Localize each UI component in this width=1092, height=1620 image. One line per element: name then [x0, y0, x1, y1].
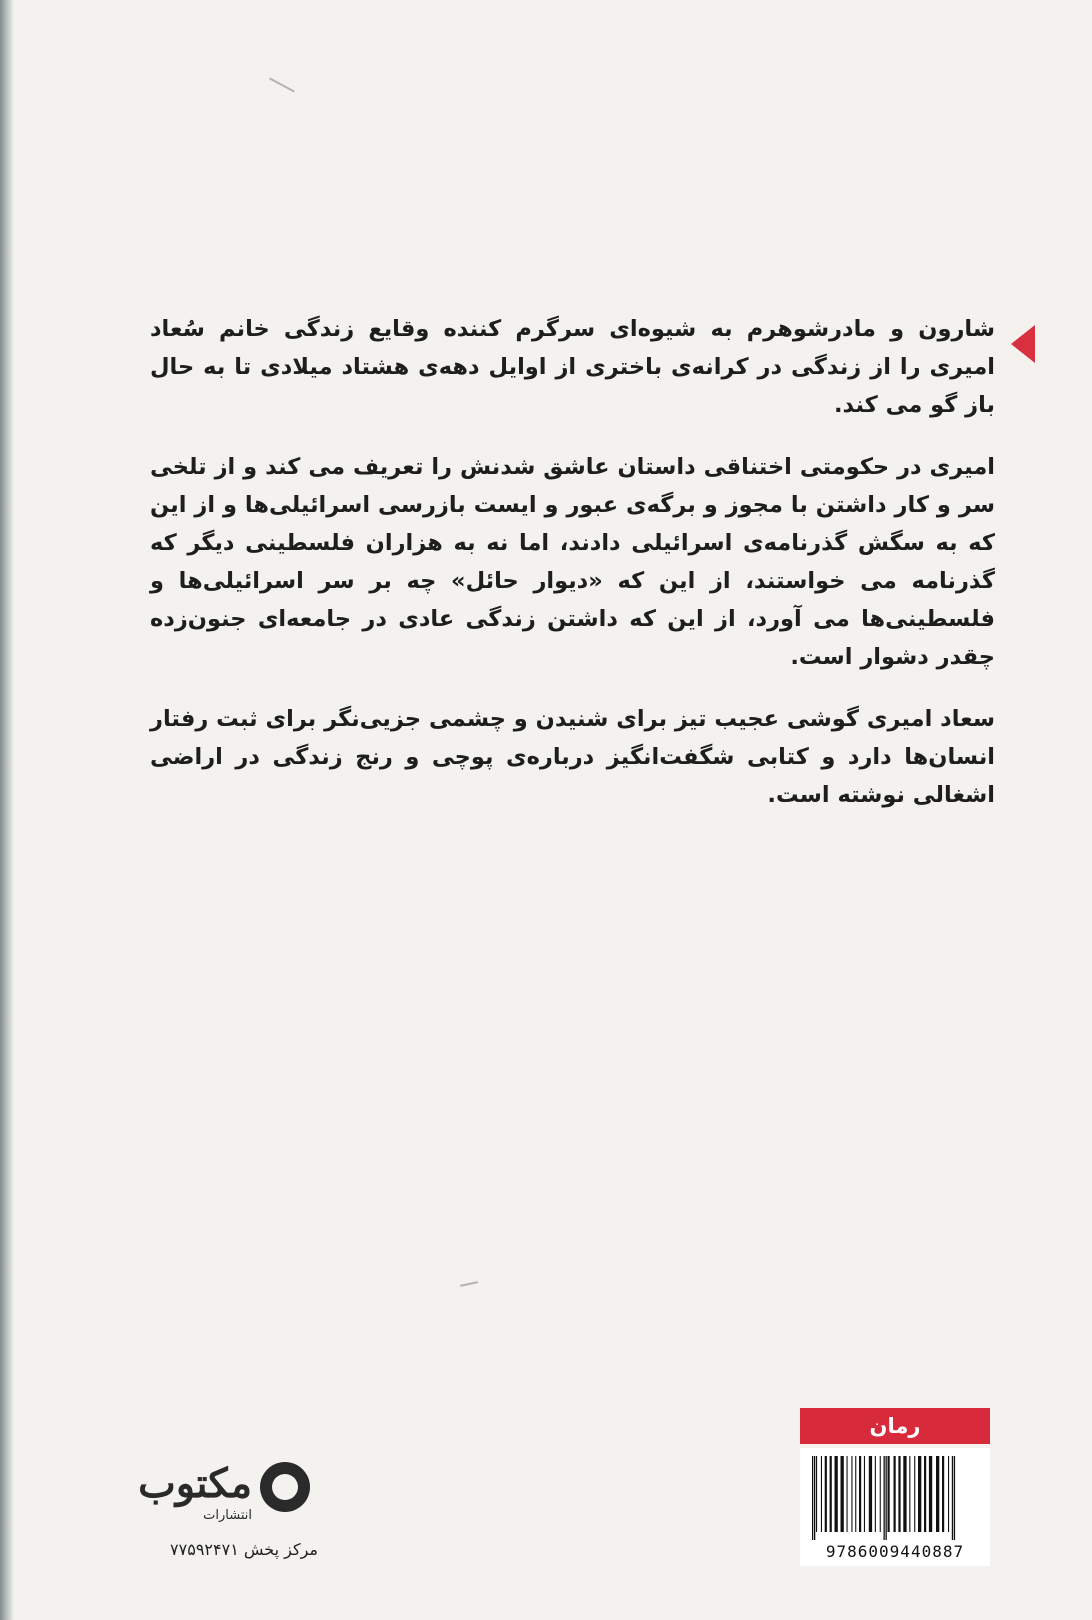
barcode-bar	[814, 1456, 815, 1540]
barcode-bar	[942, 1456, 944, 1532]
publisher-name: مکتوب	[138, 1460, 252, 1507]
barcode-bar	[948, 1456, 949, 1532]
barcode-bar	[903, 1456, 906, 1532]
barcode-bar	[825, 1456, 827, 1532]
genre-label: رمان	[800, 1408, 990, 1444]
isbn-number: 9786009440887	[825, 1542, 965, 1561]
barcode-bar	[924, 1456, 926, 1532]
barcode-bar	[821, 1456, 822, 1532]
barcode-bar	[954, 1456, 955, 1540]
barcode-bar	[859, 1456, 861, 1532]
barcode-bar	[898, 1456, 900, 1532]
barcode-bar	[855, 1456, 856, 1532]
blurb-paragraph: امیری در حکومتی اختناقی داستان عاشق شدنش را تعریف می کند و از تلخی سر و کار داشتن با مجوز و برگه‌ی عبور و ایست بازرسی اسرائیلی‌ها و از این که به سگش گذرنامه‌ی اسرائیلی دادند، اما نه به هزاران فلسطینی دیگر که گذرنامه می خواستند، از این که «دیوار حائل» چه بر سر اسرائیلی‌ها و فلسطینی‌ها می آورد، از این که داشتن زندگی عادی در جامعه‌ای جنون‌زده چقدر دشوار است.	[150, 454, 995, 670]
barcode-bar	[835, 1456, 838, 1532]
distribution-phone: مرکز پخش ۷۷۵۹۲۴۷۱	[170, 1540, 318, 1559]
back-cover-blurb	[150, 310, 995, 838]
paper-scratch-mark	[460, 1281, 478, 1287]
publisher-subtitle: انتشارات	[203, 1508, 252, 1523]
barcode-bar	[886, 1456, 887, 1540]
barcode-bar	[841, 1456, 844, 1532]
red-triangle-marker	[1011, 325, 1035, 363]
barcode-bar	[830, 1456, 832, 1532]
barcode-bar	[816, 1456, 817, 1532]
barcode-bar	[918, 1456, 921, 1532]
publisher-logo-icon	[260, 1462, 310, 1512]
cover-edge-shadow	[0, 0, 14, 1620]
barcode-bar	[936, 1456, 939, 1532]
barcode-bar	[880, 1456, 881, 1532]
barcode-bar	[875, 1456, 876, 1532]
barcode-bar	[894, 1456, 896, 1532]
barcode-bar	[851, 1456, 852, 1532]
paper-scratch-mark	[269, 78, 295, 93]
barcode-bar	[952, 1456, 953, 1540]
publisher-logo	[138, 1460, 310, 1534]
barcode-bar	[909, 1456, 910, 1532]
barcode-bar	[929, 1456, 932, 1532]
barcode-bar	[914, 1456, 915, 1532]
blurb-paragraph: سعاد امیری گوشی عجیب تیز برای شنیدن و چشمی جزیی‌نگر برای ثبت رفتار انسان‌ها دارد و کتابی شگفت‌انگیز درباره‌ی پوچی و رنج زندگی در اراضی اشغالی نوشته است.	[150, 706, 995, 808]
barcode-bar	[864, 1456, 865, 1532]
isbn-barcode	[810, 1456, 986, 1540]
barcode-bar	[869, 1456, 872, 1532]
barcode-bar	[847, 1456, 848, 1532]
barcode-bar	[884, 1456, 885, 1540]
barcode-bar	[888, 1456, 890, 1532]
blurb-paragraph: شارون و مادرشوهرم به شیوه‌ای سرگرم کننده وقایع زندگی خانم سُعاد امیری را از زندگی در کرانه‌ی باختری از اوایل دهه‌ی هشتاد میلادی تا به حال باز گو می کند.	[150, 316, 995, 418]
barcode-block	[800, 1448, 990, 1566]
barcode-bar	[812, 1456, 813, 1540]
